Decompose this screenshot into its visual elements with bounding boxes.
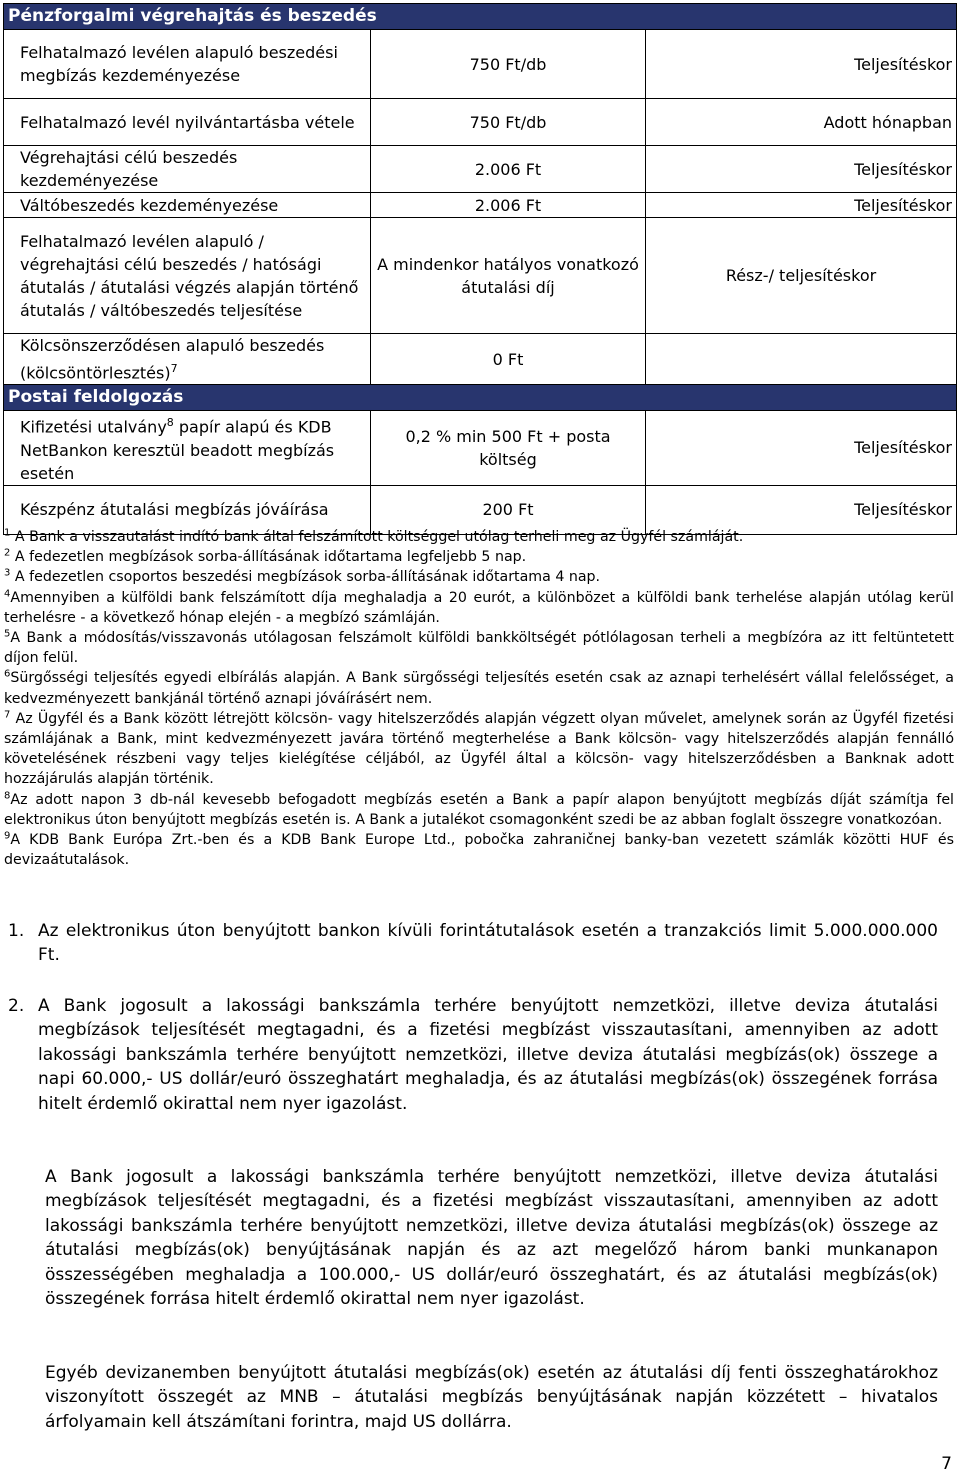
row-timing: Teljesítéskor [646,485,957,534]
row-timing: Adott hónapban [646,99,957,146]
page-number: 7 [941,1454,952,1474]
footnote: $^2$ A fedezetlen megbízások sorba-állításának időtartama legfeljebb 5 nap. [4,547,527,566]
table-row [4,146,957,193]
footnote: $^9$A KDB Bank Európa Zrt.-ben és a KDB Bank Europe Ltd., pobočka zahraničnej banky-ban vezetett számlák közötti HUF és devizaátutalások. [4,830,954,869]
row-timing [646,334,957,385]
table-row [4,193,957,218]
row-fee: 750 Ft/db [371,30,646,99]
table-row [4,30,957,99]
table-row [4,334,957,385]
row-label: Felhatalmazó levélen alapuló beszedési megbízás kezdeményezése [4,30,371,99]
row-fee: 200 Ft [371,485,646,534]
row-fee: 2.006 Ft [371,193,646,218]
row-label: Váltóbeszedés kezdeményezése [4,193,371,218]
row-timing: Teljesítéskor [646,193,957,218]
row-fee: A mindenkor hatályos vonatkozó átutalási díj [371,218,646,334]
table-row [4,99,957,146]
row-timing: Teljesítéskor [646,411,957,485]
footnote: $^4$Amennyiben a külföldi bank felszámított díja meghaladja a 20 eurót, a különbözet a külföldi bank terhelése alapján utólag kerül terhelésre - a következő hónap elején - a megbízó számláján. [4,587,954,626]
table-row [4,218,957,334]
footnotes [4,527,954,870]
footnote: $^1$ A Bank a visszautalást indító bank által felszámított költséggel utólag terheli meg az Ügyfél számláját. [4,527,744,545]
footnote: $^3$ A fedezetlen csoportos beszedési megbízások sorba-állításának időtartama 4 nap. [4,567,601,586]
paragraph: Egyéb devizanemben benyújtott átutalási megbízás(ok) esetén az átutalási díj fenti összeghatárokhoz viszonyított összegét az MNB – átutalási megbízás benyújtásának napján közzétett – hivatalos árfolyamain kell átszámítani forintra, majd US dollárra. [45,1363,938,1432]
item-number: 1. [8,921,25,941]
list-item: Az elektronikus úton benyújtott bankon kívüli forintátutalások esetén a tranzakciós limit 5.000.000.000 Ft. [38,921,938,966]
row-timing: Rész-/ teljesítéskor [646,218,957,334]
list-item: A Bank jogosult a lakossági bankszámla terhére benyújtott nemzetközi, illetve deviza átutalási megbízások teljesítését megtagadni, és a fizetési megbízást visszautasítani, amennyiben az adott lakossági bankszámla terhére benyújtott nemzetközi, illetve deviza átutalási megbízás(ok) összege a napi 60.000,- US dollár/euró összeghatárt meghaladja, és az átutalási megbízás(ok) összegének forrása hitelt érdemlő okirattal nem nyer igazolást. [38,996,938,1114]
footnote: $^6$Sürgősségi teljesítés egyedi elbírálás alapján. A Bank sürgősségi teljesítés esetén csak az aznapi terhelésért vállal felelősséget, a kedvezményezett bankjánál történő aznapi jóváírásért nem. [4,668,954,707]
row-label: Kifizetési utalvány$^8$ papír alapú és KDB NetBankon keresztül beadott megbízás esetén [4,411,371,485]
item-number: 2. [8,996,25,1016]
fee-table [3,3,957,535]
footnote: $^5$A Bank a módosítás/visszavonás utólagosan felszámolt külföldi bankköltségét pótlólagosan terheli a megbízóra az itt feltüntetett díjon felül. [4,628,954,667]
row-timing: Teljesítéskor [646,30,957,99]
row-fee: 2.006 Ft [371,146,646,193]
table-row [4,411,957,485]
row-label: Felhatalmazó levél nyilvántartásba vétele [4,99,371,146]
row-fee: 0 Ft [371,334,646,385]
footnote: $^7$ Az Ügyfél és a Bank között létrejött kölcsön- vagy hitelszerződés alapján végzett olyan művelet, amelynek során az Ügyfél fizetési számlájának a Bank, mint kedvezményezett javára történő megterhelése a Bank kölcsön- vagy hitelszerződés alapján fennálló követelésének részbeni vagy teljes kielégítése céljából, az Ügyfél által a kölcsön- vagy hitelszerződésben a Banknak adott hozzájárulás alapján történik. [4,709,954,788]
section-title-postal: Postai feldolgozás [4,385,957,411]
paragraph: A Bank jogosult a lakossági bankszámla terhére benyújtott nemzetközi, illetve deviza átutalási megbízások teljesítését megtagadni, és a fizetési megbízást visszautasítani, amennyiben az adott lakossági bankszámla terhére benyújtott nemzetközi, illetve deviza átutalási megbízás(ok) összege az átutalási megbízás(ok) benyújtásának napján és az azt megelőző három banki munkanapon összességében meghaladja a 100.000,- US dollár/euró összeghatárt, és az átutalási megbízás(ok) összegének forrása hitelt érdemlő okirattal nem nyer igazolást. [45,1167,938,1310]
row-label: Végrehajtási célú beszedés kezdeményezése [4,146,371,193]
row-fee: 750 Ft/db [371,99,646,146]
row-label: Kölcsönszerződésen alapuló beszedés (kölcsöntörlesztés)$^7$ [4,334,371,385]
section-title-payments: Pénzforgalmi végrehajtás és beszedés [4,4,957,30]
row-fee: 0,2 % min 500 Ft + posta költség [371,411,646,485]
footnote: $^8$Az adott napon 3 db-nál kevesebb befogadott megbízás esetén a Bank a papír alapon benyújtott megbízás díját számítja fel elektronikus úton benyújtott megbízás esetén is. A Bank a jutalékot csomagonként szedi be az abban foglalt összegre vonatkozóan. [4,789,954,828]
row-label: Készpénz átutalási megbízás jóváírása [4,485,371,534]
row-timing: Teljesítéskor [646,146,957,193]
row-label: Felhatalmazó levélen alapuló / végrehajtási célú beszedés / hatósági átutalás / átutalási végzés alapján történő átutalás / váltóbeszedés teljesítése [4,218,371,334]
